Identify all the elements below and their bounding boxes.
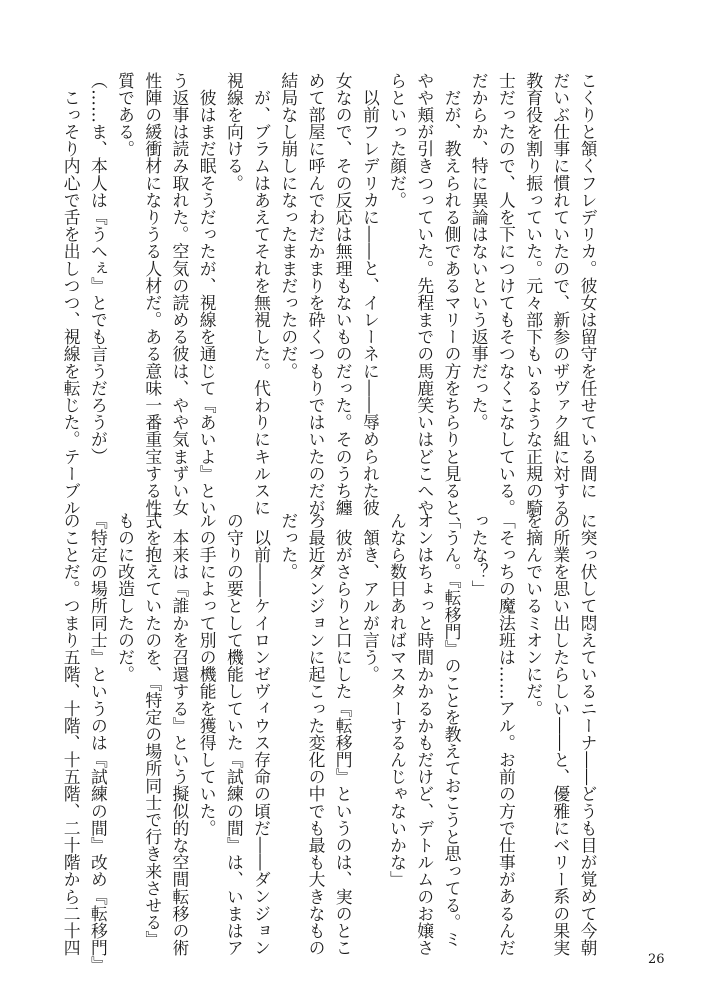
text-column: ったな？」 bbox=[469, 512, 490, 598]
text-column: 結局なし崩しになったままだったのだ。 bbox=[278, 72, 299, 380]
text-column: だった。 bbox=[278, 512, 299, 581]
text-column: こくりと頷くフレデリカ。彼女は留守を任せている間に bbox=[578, 72, 598, 500]
text-column: 頷き、アルが言う。 bbox=[360, 512, 381, 683]
text-column: 以前――ケイロンゼヴィウス存命の頃だ――ダンジョン bbox=[251, 512, 272, 957]
text-column: ルの手によって別の機能を獲得していた。 bbox=[197, 512, 218, 837]
text-column: が、ブラムはあえてそれを無視した。代わりにキルスに bbox=[251, 72, 272, 517]
text-column: だいぶ仕事に慣れていたので、新参のザヴァク組に対する bbox=[550, 72, 571, 517]
text-column: 質である。 bbox=[115, 72, 136, 158]
page-number: 26 bbox=[648, 952, 665, 967]
text-column: 性陣の緩衝材になりうる人材だ。ある意味一番重宝する性 bbox=[142, 72, 163, 517]
text-column: 教育役を割り振っていた。元々部下もいるような正規の騎 bbox=[523, 72, 544, 517]
upper-text-block bbox=[57, 72, 601, 534]
text-column: だが、教えられる側であるマリーの方をちらりと見ると、 bbox=[441, 72, 462, 534]
text-column: 彼はまだ眠そうだったが、視線を通じて『あいよ』とい bbox=[197, 72, 218, 517]
text-column: 視線を向ける。 bbox=[224, 72, 245, 192]
text-column: のことだ。つまり五階、十階、十五階、二十階から二十四 bbox=[61, 512, 82, 957]
text-column: だからか、特に異論はないという返事だった。 bbox=[469, 72, 490, 431]
text-column: 本来は『誰かを召還する』という擬似的な空間転移の術 bbox=[169, 512, 190, 957]
text-column: う返事は読み取れた。空気の読める彼は、やや気まずい女 bbox=[169, 72, 190, 517]
text-column: の所業を思い出したらしい――と、優雅にベリー系の果実 bbox=[550, 512, 571, 957]
text-column: こっそり内心で舌を出しつつ、視線を転じた。テーブル bbox=[61, 72, 82, 517]
text-column: やや頬が引きつっていた。先程までの馬鹿笑いはどこへや bbox=[414, 72, 435, 517]
text-column: んなら数日あればマスターするんじゃないかな」 bbox=[387, 512, 408, 888]
text-column: 「うん。『転移門』のことを教えておこうと思ってる。ミ bbox=[441, 512, 462, 948]
text-column: めて部屋に呼んでわだかまりを砕くつもりではいたのだが、 bbox=[305, 72, 326, 534]
text-column: 以前フレデリカに――と、イレーネに――辱められた彼 bbox=[360, 72, 381, 517]
text-column: （……ま、本人は『うへぇ』とでも言うだろうが） bbox=[88, 72, 109, 466]
text-column: 士だったので、人を下につけてもそつなくこなしている。 bbox=[496, 72, 517, 517]
text-column: 式を抱えていたのを、『特定の場所同士で行き来させる』 bbox=[142, 512, 163, 948]
text-column: 彼がさらりと口にした『転移門』というのは、実のとこ bbox=[333, 512, 354, 957]
text-column: 『特定の場所同士』というのは『試練の間』改め『転移門』 bbox=[88, 512, 109, 974]
text-column: ろ最近ダンジョンに起こった変化の中でも最も大きなもの bbox=[305, 512, 326, 957]
text-column: の守りの要として機能していた『試練の間』は、いまはア bbox=[224, 512, 245, 957]
text-column: を摘んでいるミオンにだ。 bbox=[523, 512, 544, 718]
lower-text-block bbox=[57, 512, 601, 974]
text-column: らといった顔だ。 bbox=[387, 72, 408, 209]
text-column: ものに改造したのだ。 bbox=[115, 512, 136, 683]
text-column: オンはちょっと時間かかるかもだけど、デトルムのお嬢さ bbox=[414, 512, 435, 957]
text-column: 女なので、その反応は無理もないものだった。そのうち纏 bbox=[333, 72, 354, 517]
text-column: に突っ伏して悶えているニーナ――どうも目が覚めて今朝 bbox=[578, 512, 598, 957]
text-column: 「そっちの魔法班は……アル。お前の方で仕事があるんだ bbox=[496, 512, 517, 957]
